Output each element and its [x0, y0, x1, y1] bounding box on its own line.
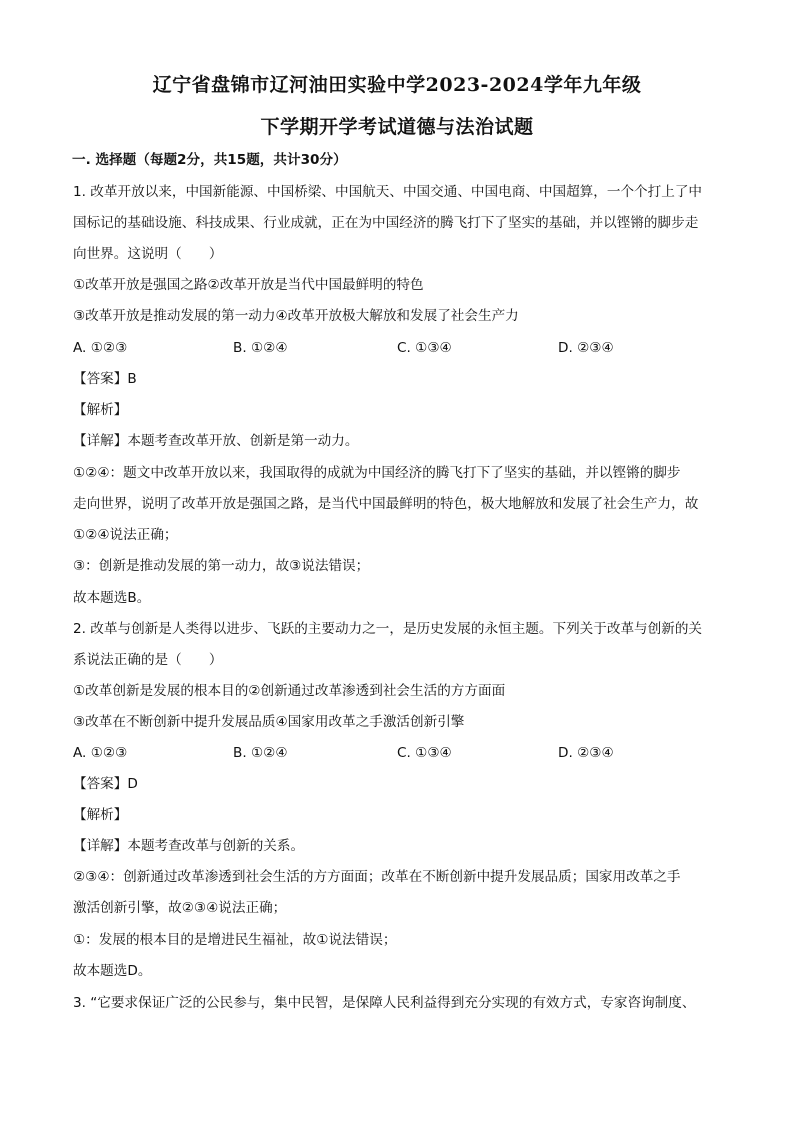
- q2-stem-line-1: 2. 改革与创新是人类得以进步、飞跃的主要动力之一，是历史发展的永恒主题。下列关于改革与创新的关: [73, 621, 703, 637]
- q2-analysis-label: 【解析】: [73, 807, 128, 823]
- q2-answer: 【答案】D: [73, 776, 138, 792]
- q2-detail: 【详解】本题考查改革与创新的关系。: [73, 838, 305, 854]
- document-title-line-1: 辽宁省盘锦市辽河油田实验中学2023-2024学年九年级: [152, 74, 642, 96]
- q1-statement-2: ③改革开放是推动发展的第一动力④改革开放极大解放和发展了社会生产力: [73, 308, 519, 324]
- q1-statement-1: ①改革开放是强国之路②改革开放是当代中国最鲜明的特色: [73, 277, 424, 293]
- q2-option-b: B. ①②④: [233, 745, 288, 761]
- q2-conclusion: 故本题选D。: [73, 963, 152, 979]
- q3-stem-line-1: 3. “它要求保证广泛的公民参与，集中民智，是保障人民利益得到充分实现的有效方式，专家咨询制度、: [73, 995, 696, 1011]
- q1-option-d: D. ②③④: [558, 340, 614, 356]
- q2-option-d: D. ②③④: [558, 745, 614, 761]
- q1-stem-line-1: 1. 改革开放以来，中国新能源、中国桥梁、中国航天、中国交通、中国电商、中国超算，一个个打上了中: [73, 184, 703, 200]
- q1-analysis-label: 【解析】: [73, 402, 128, 418]
- q1-detail: 【详解】本题考查改革开放、创新是第一动力。: [73, 433, 359, 449]
- q1-explanation-line-1: ①②④：题文中改革开放以来，我国取得的成就为中国经济的腾飞打下了坚实的基础，并以铿锵的脚步: [73, 465, 681, 481]
- q1-explanation-line-2: 走向世界，说明了改革开放是强国之路，是当代中国最鲜明的特色，极大地解放和发展了社会生产力，故: [73, 496, 699, 512]
- q1-option-a: A. ①②③: [73, 340, 128, 356]
- q1-option-b: B. ①②④: [233, 340, 288, 356]
- q1-stem-line-2: 国标记的基础设施、科技成果、行业成就，正在为中国经济的腾飞打下了坚实的基础，并以铿锵的脚步走: [73, 215, 699, 231]
- q2-explanation-line-1: ②③④：创新通过改革渗透到社会生活的方方面面；改革在不断创新中提升发展品质；国家用改革之手: [73, 869, 681, 885]
- q2-stem-line-2: 系说法正确的是（ ）: [73, 652, 223, 668]
- q2-statement-1: ①改革创新是发展的根本目的②创新通过改革渗透到社会生活的方方面面: [73, 683, 506, 699]
- q2-option-c: C. ①③④: [397, 745, 452, 761]
- section-heading: 一. 选择题（每题2分，共15题，共计30分）: [72, 152, 347, 168]
- q2-statement-2: ③改革在不断创新中提升发展品质④国家用改革之手激活创新引擎: [73, 714, 465, 730]
- q1-explanation-line-4: ③：创新是推动发展的第一动力，故③说法错误；: [73, 558, 370, 574]
- q2-option-a: A. ①②③: [73, 745, 128, 761]
- q2-explanation-line-3: ①：发展的根本目的是增进民生福祉，故①说法错误；: [73, 932, 397, 948]
- q2-explanation-line-2: 激活创新引擎，故②③④说法正确；: [73, 900, 287, 916]
- q1-stem-line-3: 向世界。这说明（ ）: [73, 246, 223, 262]
- q1-option-c: C. ①③④: [397, 340, 452, 356]
- q1-explanation-line-3: ①②④说法正确；: [73, 527, 178, 543]
- q1-answer: 【答案】B: [73, 371, 137, 387]
- q1-conclusion: 故本题选B。: [73, 590, 151, 606]
- document-title-line-2: 下学期开学考试道德与法治试题: [260, 116, 534, 138]
